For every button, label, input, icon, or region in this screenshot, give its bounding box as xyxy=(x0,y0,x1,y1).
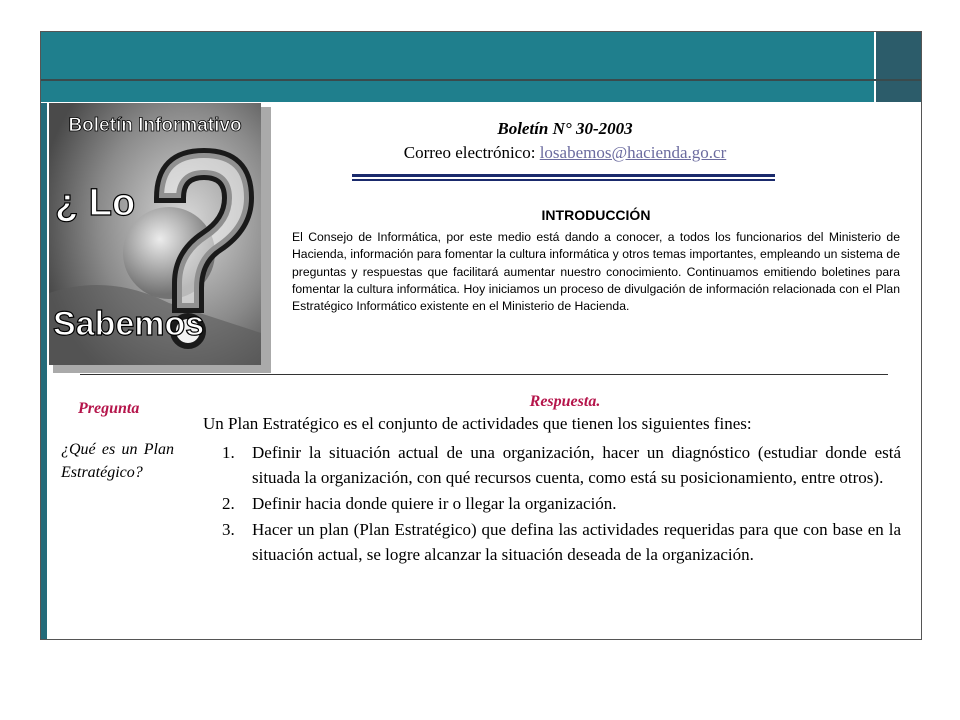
email-link[interactable]: losabemos@hacienda.go.cr xyxy=(539,143,727,162)
sub-banner-square xyxy=(876,81,921,102)
email-label: Correo electrónico: xyxy=(403,143,536,162)
bulletin-number: Boletín N° 30-2003 xyxy=(497,119,633,138)
list-item: 2. Definir hacia donde quiere ir o llegar la organización. xyxy=(222,494,617,513)
left-accent-bar xyxy=(41,103,47,639)
email-row xyxy=(345,143,785,163)
top-banner-square xyxy=(876,32,921,79)
logo-title: Boletín Informativo xyxy=(68,115,242,136)
intro-text: El Consejo de Informática, por este medio está dando a conocer, a todos los funcionarios del Ministerio de Hacienda, información para fomentar la cultura informática y otros temas importantes, empleando un sistema de preguntas y respuestas que facilitará aumentar nuestro conocimiento. Continuamos emitiendo boletines para fomentar la cultura informática. Hoy iniciamos un proceso de divulgación de información relacionada con el Plan Estratégico Informático existente en el Ministerio de Hacienda. xyxy=(292,230,900,314)
bulletin-logo xyxy=(49,103,261,365)
answer-list xyxy=(219,440,901,568)
logo-line1: ¿ Lo xyxy=(55,182,136,224)
sub-banner xyxy=(41,81,874,102)
logo-line2: Sabemos xyxy=(53,305,205,343)
double-rule xyxy=(352,174,775,181)
list-item: 3. Hacer un plan (Plan Estratégico) que defina las actividades requeridas para que con base en la situación actual, se logre alcanzar la situación deseada de la organización. xyxy=(222,520,901,564)
section-separator xyxy=(80,374,888,375)
top-banner xyxy=(41,32,874,79)
question-text: ¿Qué es un Plan Estratégico? xyxy=(61,441,174,481)
intro-title: INTRODUCCIÓN xyxy=(541,207,651,223)
answer-intro: Un Plan Estratégico es el conjunto de actividades que tienen los siguientes fines: xyxy=(203,414,752,433)
question-label: Pregunta xyxy=(78,400,140,417)
question-mark-icon xyxy=(49,103,261,365)
list-item: 1. Definir la situación actual de una organización, hacer un diagnóstico (estudiar donde está situada la organización, con qué recursos cuenta, como está su posicionamiento, entre otros). xyxy=(222,443,901,487)
answer-label: Respuesta. xyxy=(529,393,601,410)
